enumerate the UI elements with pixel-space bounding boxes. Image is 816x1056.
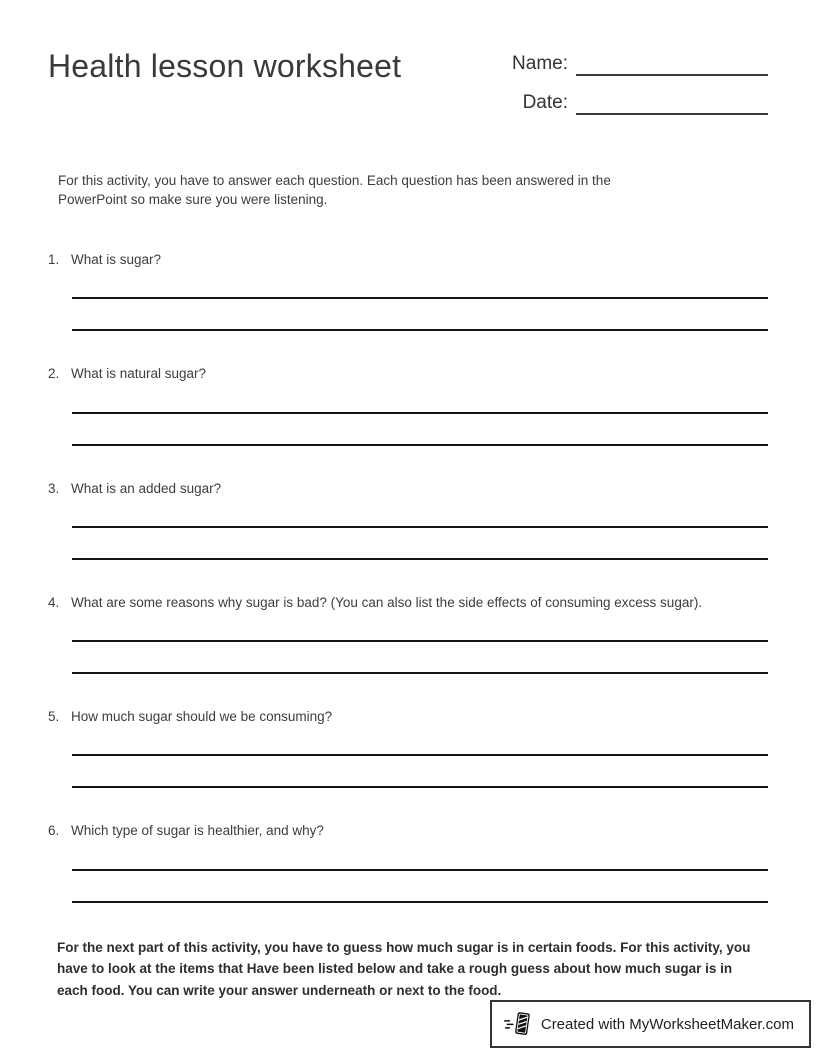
answer-line[interactable] bbox=[72, 297, 768, 299]
worksheet-maker-logo-icon bbox=[504, 1009, 532, 1039]
question-1 bbox=[48, 251, 768, 269]
closing-instructions: For the next part of this activity, you have to guess how much sugar is in certain foods. For this activity, you have to look at the items that Have been listed below and take a rough guess about how much sugar is in each food. You can write your answer underneath or next to the food. bbox=[57, 939, 751, 998]
answer-line[interactable] bbox=[72, 640, 768, 642]
page-title: Health lesson worksheet bbox=[48, 48, 402, 84]
question-number: 4. bbox=[48, 594, 60, 610]
question-number: 5. bbox=[48, 709, 60, 725]
question-text: How much sugar should we be consuming? bbox=[71, 709, 333, 725]
question-number: 2. bbox=[48, 366, 60, 382]
question-number: 6. bbox=[48, 823, 60, 839]
name-input-line[interactable] bbox=[576, 50, 768, 76]
question-list bbox=[48, 251, 768, 902]
intro-paragraph: For this activity, you have to answer each question. Each question has been answered in the PowerPoint so make sure you were listening. bbox=[58, 173, 611, 207]
question-text: What is sugar? bbox=[71, 252, 162, 268]
question-text: Which type of sugar is healthier, and why? bbox=[71, 823, 324, 839]
answer-line[interactable] bbox=[72, 558, 768, 560]
answer-line[interactable] bbox=[72, 329, 768, 331]
credit-box bbox=[490, 1000, 811, 1048]
date-label: Date: bbox=[522, 92, 568, 113]
question-number: 3. bbox=[48, 480, 60, 496]
question-6 bbox=[48, 822, 768, 840]
answer-line[interactable] bbox=[72, 786, 768, 788]
question-2 bbox=[48, 365, 768, 383]
name-field-row bbox=[508, 50, 768, 76]
question-block-1 bbox=[48, 251, 768, 331]
answer-line[interactable] bbox=[72, 901, 768, 903]
answer-line[interactable] bbox=[72, 754, 768, 756]
answer-line[interactable] bbox=[72, 444, 768, 446]
question-block-2 bbox=[48, 365, 768, 445]
answer-line[interactable] bbox=[72, 526, 768, 528]
question-number: 1. bbox=[48, 252, 60, 268]
name-label: Name: bbox=[512, 53, 568, 74]
question-text: What is natural sugar? bbox=[71, 366, 207, 382]
page-header bbox=[0, 0, 816, 128]
answer-line[interactable] bbox=[72, 672, 768, 674]
question-block-4 bbox=[48, 594, 768, 674]
question-4 bbox=[48, 594, 768, 612]
question-block-5 bbox=[48, 708, 768, 788]
date-field-row bbox=[508, 89, 768, 115]
name-date-fields bbox=[508, 48, 768, 128]
question-3 bbox=[48, 480, 768, 498]
answer-line[interactable] bbox=[72, 869, 768, 871]
answer-line[interactable] bbox=[72, 412, 768, 414]
question-block-6 bbox=[48, 822, 768, 902]
question-block-3 bbox=[48, 480, 768, 560]
question-text: What are some reasons why sugar is bad? (You can also list the side effects of consuming excess sugar). bbox=[71, 594, 703, 610]
question-5 bbox=[48, 708, 768, 726]
question-text: What is an added sugar? bbox=[71, 480, 222, 496]
credit-link[interactable]: Created with MyWorksheetMaker.com bbox=[540, 1015, 794, 1033]
date-input-line[interactable] bbox=[576, 89, 768, 115]
